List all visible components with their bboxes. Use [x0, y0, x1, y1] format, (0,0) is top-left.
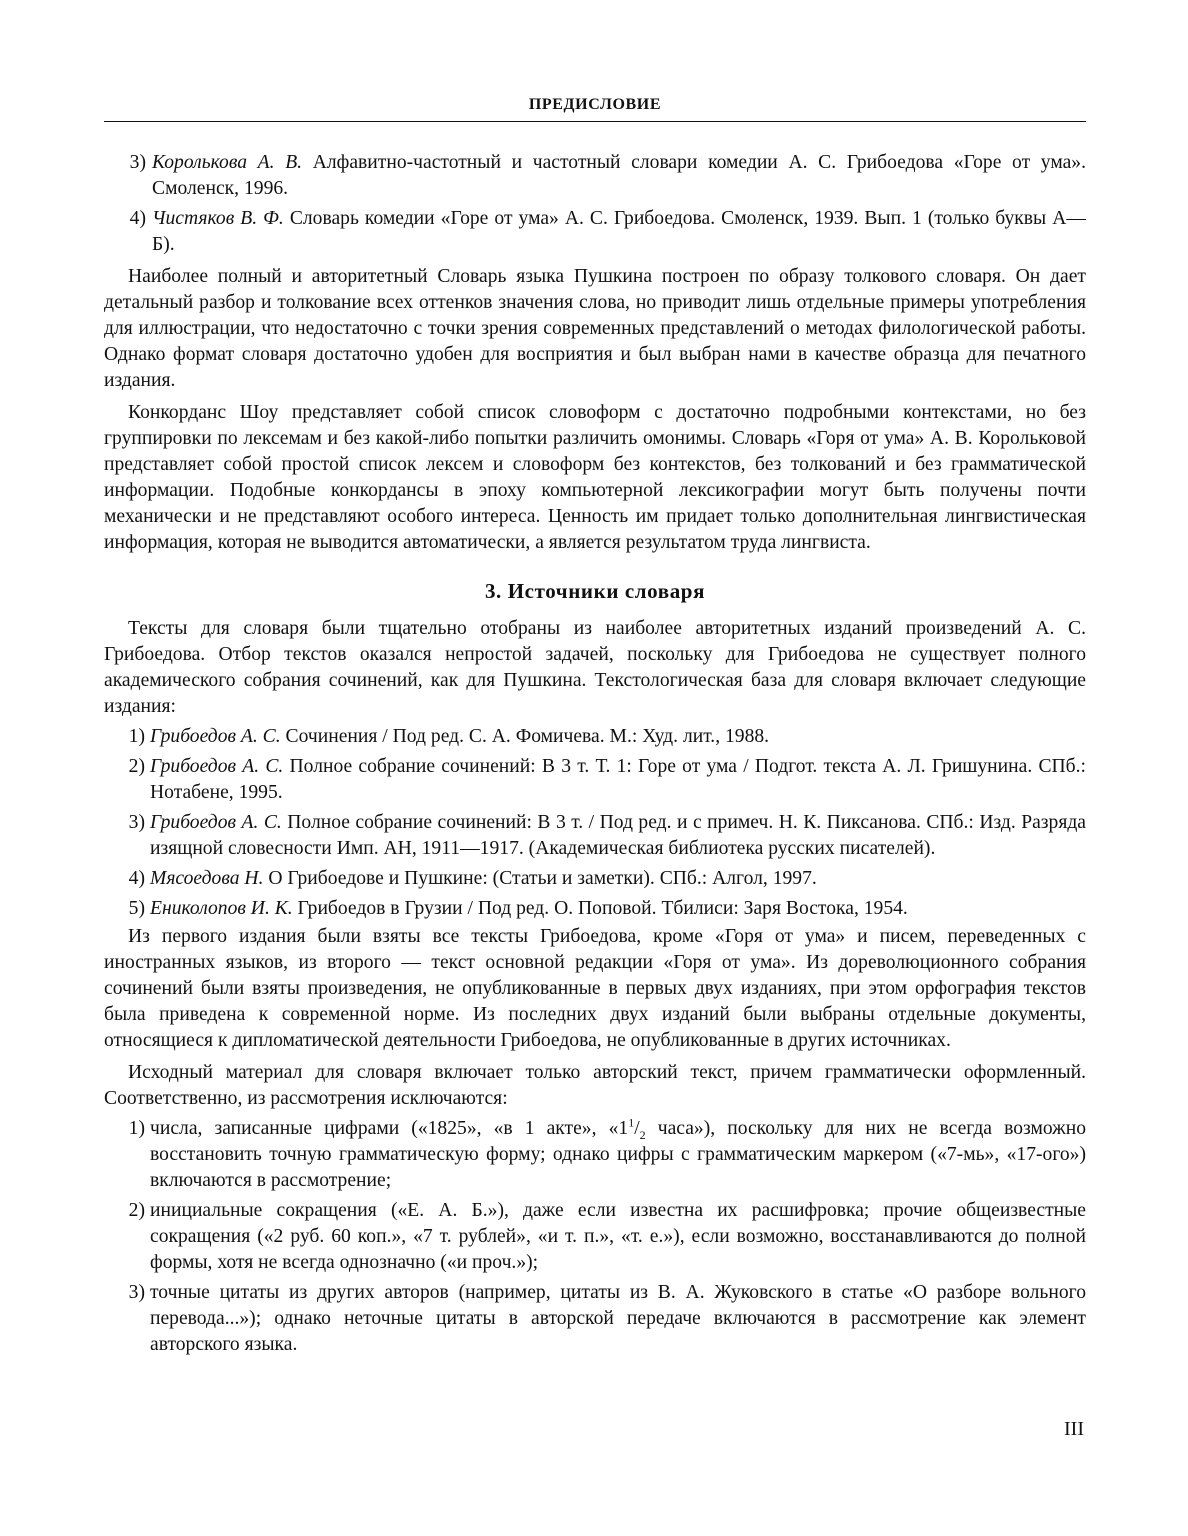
list-item-text: инициальные сокращения («Е. А. Б.»), даже если известна их расшифровка; прочие общеизвестные сокращения («2 руб. 60 коп.», «7 т. рублей», «и т. п.», «т. е.»), если возможно, восстанавливаются до полной формы, хотя не всегда однозначно («и проч.»); — [150, 1200, 1086, 1273]
list-number: 1) — [128, 726, 145, 747]
list-item-body — [150, 896, 1086, 922]
paragraph: Исходный материал для словаря включает только авторский текст, причем грамматически оформленный. Соответственно, из рассмотрения исключаются: — [104, 1062, 1086, 1109]
exclusion-item — [104, 1280, 1086, 1358]
list-number: 3) — [129, 152, 146, 173]
list-number: 3) — [128, 812, 145, 833]
list-item-text: Грибоедов в Грузии / Под ред. О. Поповой. Тбилиси: Заря Востока, 1954. — [292, 898, 908, 919]
source-item — [104, 724, 1086, 750]
list-item — [104, 206, 1086, 258]
list-item — [104, 150, 1086, 202]
paragraph: Тексты для словаря были тщательно отобраны из наиболее авторитетных изданий произведений А. С. Грибоедова. Отбор текстов оказался непростой задачей, поскольку для Грибоедова не существует полного академического собрания сочинений, как для Пушкина. Текстологическая база для словаря включает следующие издания: — [104, 618, 1086, 717]
author-name: Чистяков В. Ф. — [152, 208, 284, 229]
list-number: 4) — [129, 208, 146, 229]
author-name: Грибоедов А. С. — [150, 812, 282, 833]
list-number: 2) — [128, 1200, 145, 1221]
list-item-body — [150, 810, 1086, 862]
list-item-body — [150, 724, 1086, 750]
paragraph: Из первого издания были взяты все тексты Грибоедова, кроме «Горя от ума» и писем, переведенных с иностранных языков, из второго — текст основной редакции «Горя от ума». Из дореволюционного собрания сочинений были взяты произведения, не опубликованные в первых двух изданиях, при этом орфография текстов была приведена к современной норме. Из последних двух изданий были выбраны отдельные документы, относящиеся к дипломатической деятельности Грибоедова, не опубликованные в других источниках. — [104, 926, 1086, 1051]
exclusion-item — [104, 1198, 1086, 1276]
paragraph: Наиболее полный и авторитетный Словарь языка Пушкина построен по образу толкового словаря. Он дает детальный разбор и толкование всех оттенков значения слова, но приводит лишь отдельные примеры употребления для иллюстрации, что недостаточно с точки зрения современных представлений о методах филологической работы. Однако формат словаря достаточно удобен для восприятия и был выбран нами в качестве образца для печатного издания. — [104, 266, 1086, 391]
list-item-text: Полное собрание сочинений: В 3 т. Т. 1: Горе от ума / Подгот. текста А. Л. Гришунина. СПб.: Нотабене, 1995. — [150, 756, 1086, 803]
list-item-text: О Грибоедове и Пушкине: (Статьи и заметки). СПб.: Алгол, 1997. — [263, 868, 817, 889]
fraction-slash: / — [634, 1118, 640, 1139]
header-rule — [104, 121, 1086, 122]
list-item-text: числа, записанные цифрами («1825», «в 1 акте», «1 — [150, 1118, 629, 1139]
list-item-text: Сочинения / Под ред. С. А. Фомичева. М.: Худ. лит., 1988. — [280, 726, 770, 747]
list-item-text: Алфавитно-частотный и частотный словари комедии А. С. Грибоедова «Горе от ума». Смоленск, 1996. — [152, 152, 1087, 199]
list-item-text: часа»), поскольку для них не всегда возможно восстановить точную грамматическую форму; однако цифры с грамматическим маркером («7-мь», «17-ого») включаются в рассмотрение; — [150, 1118, 1086, 1191]
fraction-denominator: 2 — [639, 1127, 646, 1142]
author-name: Королькова А. В. — [152, 152, 303, 173]
section-heading: 3. Источники словаря — [484, 579, 706, 603]
list-item-text: точные цитаты из других авторов (например, цитаты из В. А. Жуковского в статье «О разборе вольного перевода...»); однако неточные цитаты в авторской передаче включаются в рассмотрение как элемент авторского языка. — [150, 1282, 1086, 1355]
list-item-text: Полное собрание сочинений: В 3 т. / Под ред. и с примеч. Н. К. Пиксанова. СПб.: Изд. Разряда изящной словесности Имп. АН, 1911—1917. (Академическая библиотека русских писателей). — [150, 812, 1086, 859]
fraction-numerator: 1 — [628, 1115, 635, 1130]
author-name: Грибоедов А. С. — [150, 756, 284, 777]
source-item — [104, 754, 1086, 806]
running-title: ПРЕДИСЛОВИЕ — [528, 96, 662, 113]
list-number: 3) — [128, 1282, 145, 1303]
list-number: 4) — [128, 868, 145, 889]
page-number: III — [1064, 1418, 1084, 1440]
author-name: Грибоедов А. С. — [150, 726, 281, 747]
list-number: 5) — [128, 898, 145, 919]
list-item-text: Словарь комедии «Горе от ума» А. С. Грибоедова. Смоленск, 1939. Вып. 1 (только буквы А—Б). — [152, 208, 1086, 255]
author-name: Мясоедова Н. — [150, 868, 264, 889]
source-item — [104, 866, 1086, 892]
author-name: Ениколопов И. К. — [150, 898, 293, 919]
list-number: 1) — [128, 1118, 145, 1139]
source-item — [104, 896, 1086, 922]
list-item-body — [150, 754, 1086, 806]
list-item-body — [150, 866, 1086, 892]
exclusion-item — [104, 1116, 1086, 1194]
page-body — [104, 146, 1086, 1358]
list-number: 2) — [128, 756, 145, 777]
list-item-body — [152, 206, 1086, 258]
list-item-body — [152, 150, 1086, 202]
list-item-body — [150, 1116, 1086, 1194]
paragraph: Конкорданс Шоу представляет собой список словоформ с достаточно подробными контекстами, но без группировки по лексемам и без какой-либо попытки различить омонимы. Словарь «Горя от ума» А. В. Корольковой представляет собой простой список лексем и словоформ без контекстов, без толкований и без грамматической информации. Подобные конкордансы в эпоху компьютерной лексикографии могут быть получены почти механически и не представляют особого интереса. Ценность им придает только дополнительная лингвистическая информация, которая не выводится автоматически, а является результатом труда лингвиста. — [104, 402, 1086, 553]
source-item — [104, 810, 1086, 862]
